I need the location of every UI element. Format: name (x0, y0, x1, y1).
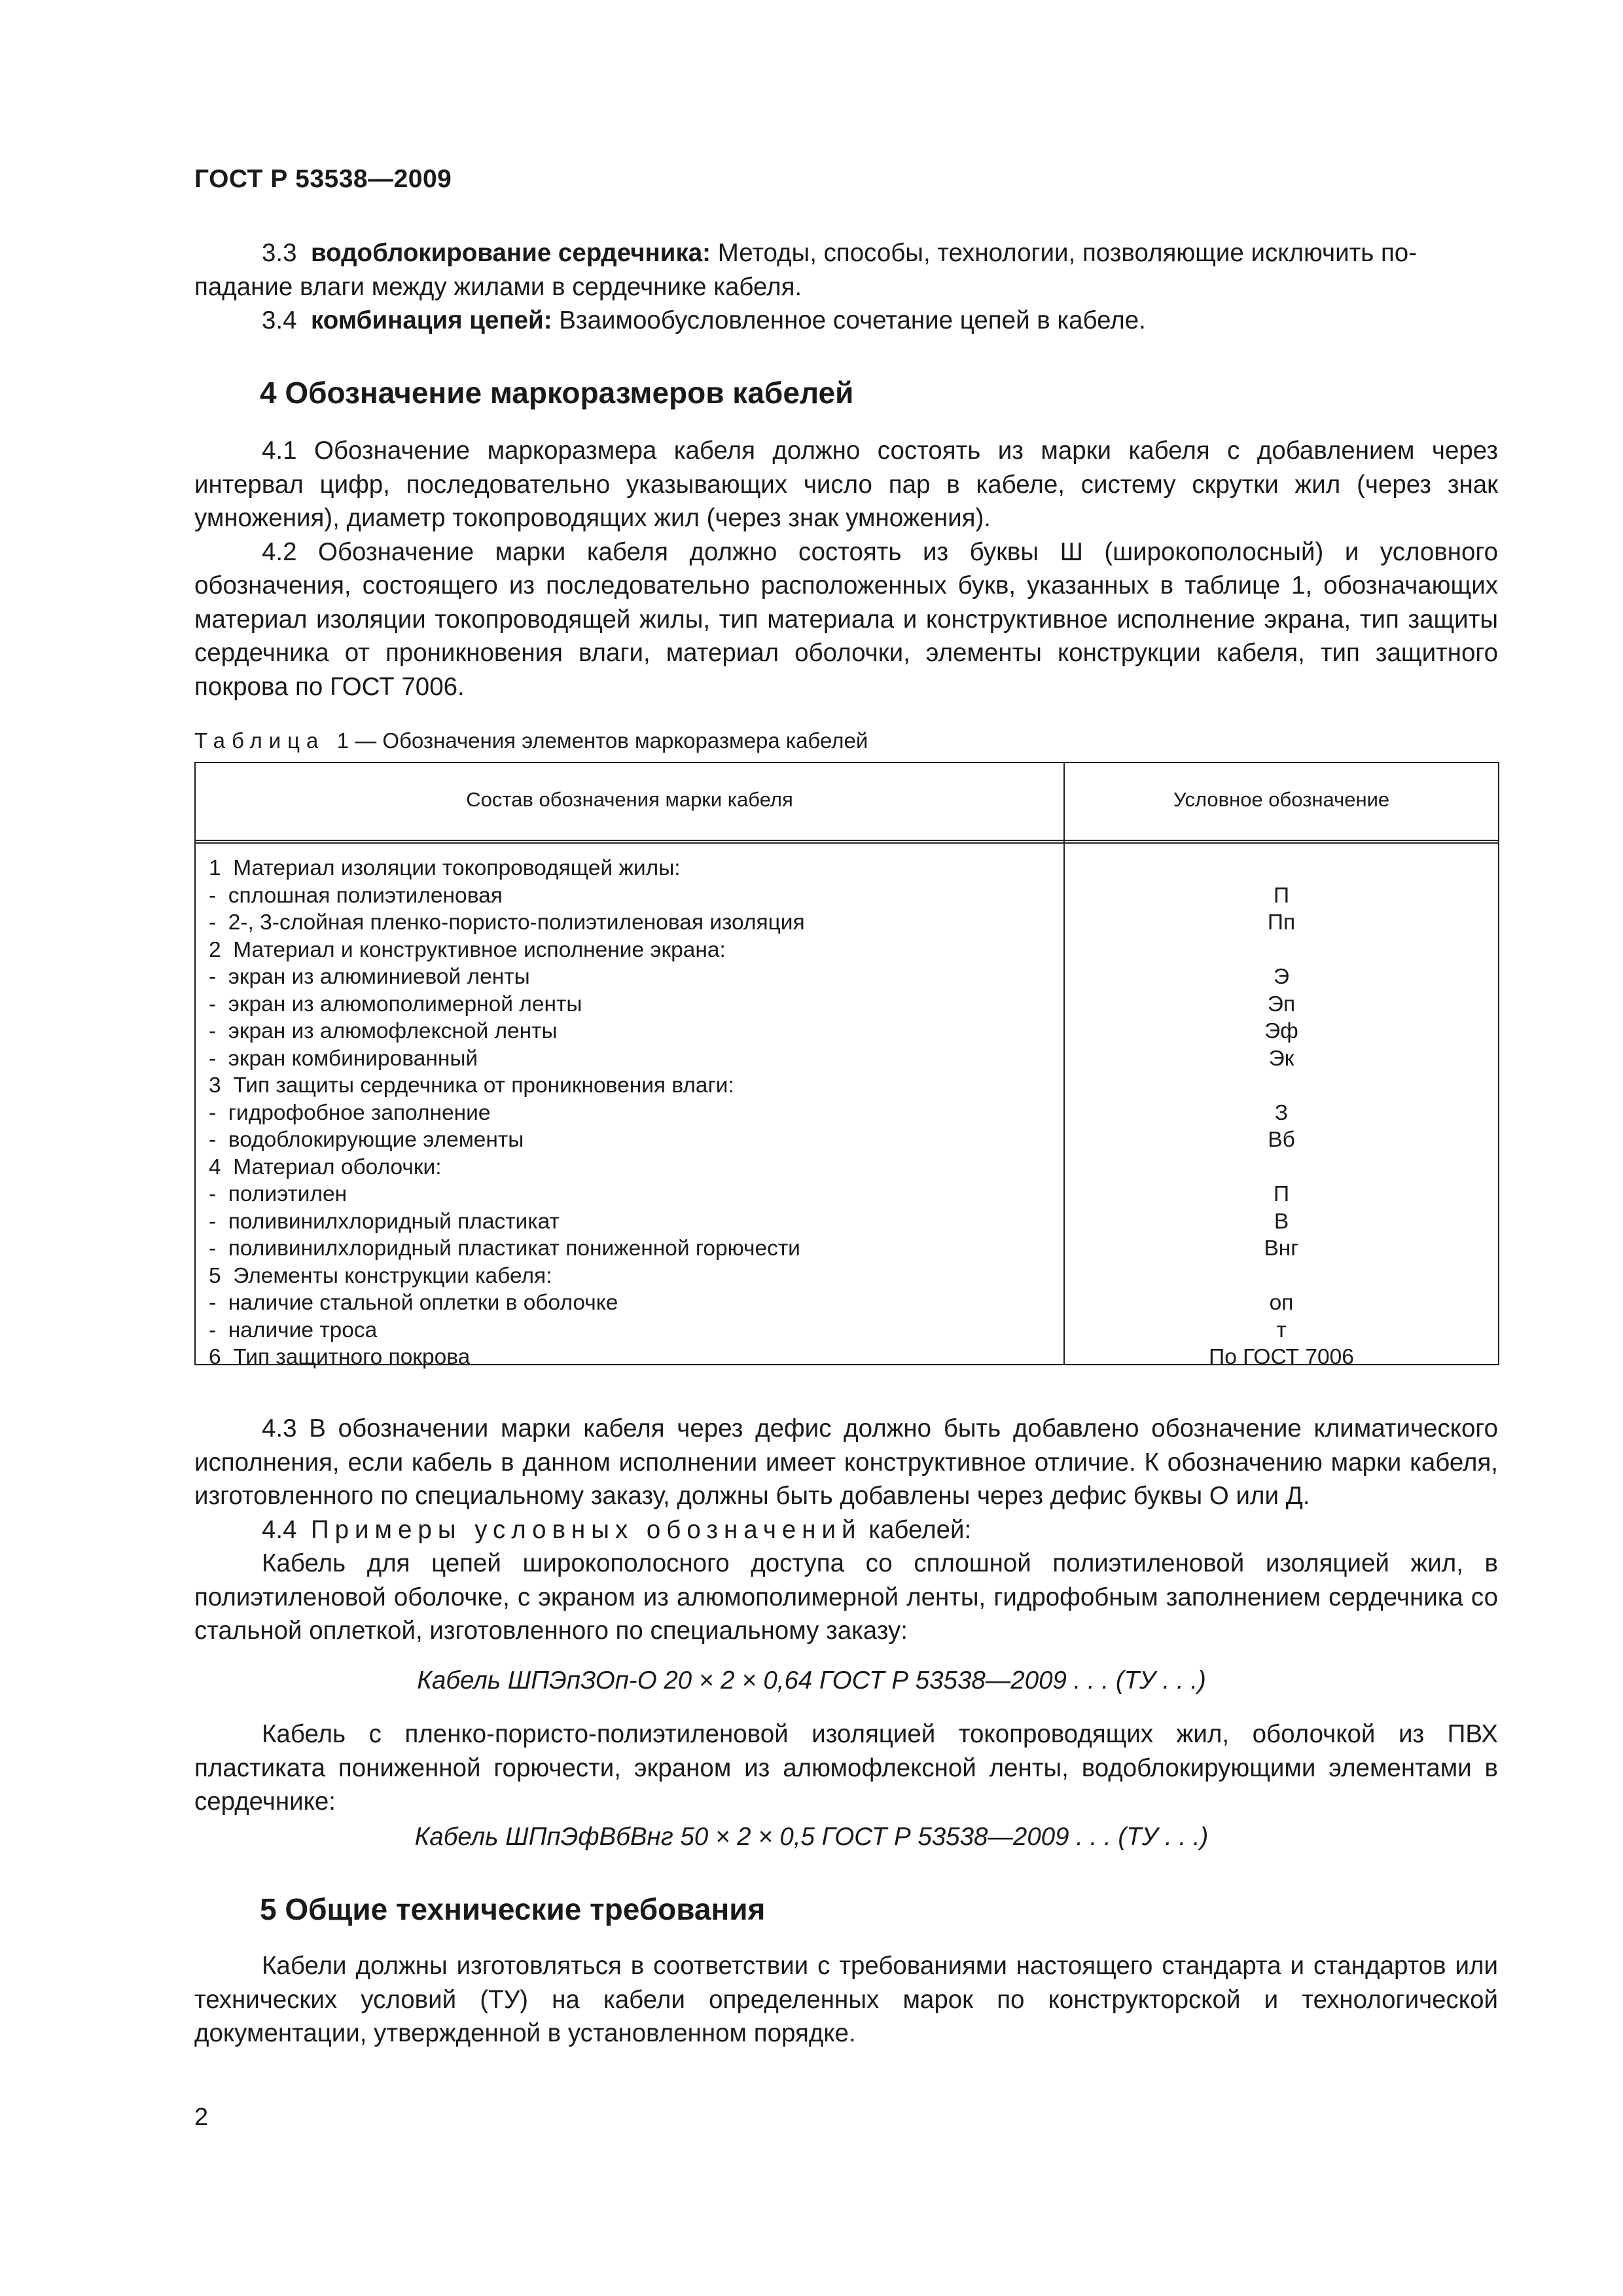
term-3-3: 3.3 водоблокирование сердечника: Методы, способы, технологии, позволяющие исключить по- (262, 239, 1418, 267)
table-row (196, 1100, 1498, 1127)
table-cell-designation: По ГОСТ 7006 (1209, 1345, 1354, 1369)
table-cell-composition: - экран комбинированный (209, 1046, 478, 1071)
table-row (196, 1263, 1498, 1290)
table-cell-designation: т (1276, 1318, 1287, 1342)
table-cell-composition: - наличие троса (209, 1318, 378, 1342)
table-cell-designation: П (1273, 883, 1290, 908)
table-cell-designation: Эк (1268, 1046, 1294, 1071)
example-2-block (194, 1717, 1498, 1819)
table-row (196, 937, 1498, 964)
table-cell-designation: Э (1273, 965, 1290, 989)
table-cell-composition: - водоблокирующие элементы (209, 1128, 524, 1152)
table-row (196, 1208, 1498, 1236)
table-cell-composition: 4 Материал оболочки: (209, 1155, 442, 1179)
table-cell-composition: - поливинилхлоридный пластикат пониженной горючести (209, 1236, 800, 1261)
table-cell-composition: - поливинилхлоридный пластикат (209, 1209, 560, 1234)
table-row (196, 1072, 1498, 1100)
table-cell-designation: З (1274, 1100, 1289, 1125)
table-row (196, 1126, 1498, 1154)
paragraph-4-2: 4.2 Обозначение марки кабеля должно состоять из буквы Ш (широкополосный) и условного обозначения, состоящего из последовательно расположенных букв, указанных в таблице 1, обозначающих материал изоляции токопроводящей жилы, тип материала и конструктивное исполнение экрана, тип защиты сердечника от проникновения влаги, материал оболочки, элементы конструкции кабеля, тип защитного покрова по ГОСТ 7006. (194, 537, 1498, 701)
table-cell-composition: - экран из алюминиевой ленты (209, 965, 530, 989)
table-cell-composition: - гидрофобное заполнение (209, 1100, 491, 1125)
paragraph-4-3: 4.3 В обозначении марки кабеля через дефис должно быть добавлено обозначение климатического исполнения, если кабель в данном исполнении имеет конструктивное отличие. К обозначению марки кабеля, изготовленного по специальному заказу, должны быть добавлены через дефис буквы О или Д. (194, 1414, 1498, 1510)
table-cell-composition: 1 Материал изоляции токопроводящей жилы: (209, 856, 681, 880)
table-1 (194, 762, 1499, 1369)
document-code-header: ГОСТ Р 53538—2009 (194, 165, 452, 193)
paragraph-5: Кабели должны изготовляться в соответствии с требованиями настоящего стандарта и стандартов или технических условий (ТУ) на кабели определенных марок по конструкторской и технологической документации, утвержденной в установленном порядке. (194, 1952, 1498, 2047)
table-cell-designation: Внг (1264, 1236, 1299, 1261)
table-header-divider (196, 840, 1498, 844)
table-row (196, 1181, 1498, 1208)
paragraph-4-1: 4.1 Обозначение маркоразмера кабеля должно состоять из марки кабеля с добавлением через интервал цифр, последовательно указывающих число пар в кабеле, систему скрутки жил (через знак умножения), диаметр токопроводящих жил (через знак умножения). (194, 437, 1498, 532)
section-4-body (194, 434, 1498, 704)
table-1-caption: Таблица 1 — Обозначения элементов маркоразмера кабелей (194, 728, 868, 753)
table-row (196, 1018, 1498, 1045)
table-row (196, 1235, 1498, 1263)
table-cell-designation: оп (1269, 1291, 1294, 1315)
section-5-body (194, 1949, 1498, 2051)
table-cell-designation: Эф (1264, 1019, 1298, 1043)
table-row (196, 1154, 1498, 1181)
paragraph-4-4: 4.4 Примеры условных обозначений кабелей: (262, 1515, 972, 1544)
table-row (196, 1317, 1498, 1344)
table-cell-designation: П (1273, 1182, 1290, 1206)
table-row (196, 855, 1498, 882)
table-cell-designation: Пп (1267, 910, 1296, 935)
table-cell-composition: - экран из алюмополимерной ленты (209, 992, 582, 1016)
table-cell-composition: - полиэтилен (209, 1182, 348, 1206)
table-cell-composition: - сплошная полиэтиленовая (209, 883, 503, 908)
table-cell-composition: - экран из алюмофлексной ленты (209, 1019, 558, 1043)
table-cell-composition: 5 Элементы конструкции кабеля: (209, 1263, 552, 1288)
table-cell-composition: 2 Материал и конструктивное исполнение экрана: (209, 937, 726, 962)
table-header-designation: Условное обозначение (1173, 788, 1390, 811)
table-row (196, 1344, 1498, 1371)
page-number: 2 (194, 2104, 209, 2131)
term-3-3-title: водоблокирование сердечника: (310, 239, 711, 267)
example-1-description: Кабель для цепей широкополосного доступа со сплошной полиэтиленовой изоляцией жил, в полиэтиленовой оболочке, с экраном из алюмополимерной ленты, гидрофобным заполнением сердечника со стальной оплеткой, изготовленного по специальному заказу: (194, 1549, 1498, 1645)
table-row (196, 963, 1498, 991)
section-5-heading: 5 Общие технические требования (260, 1892, 766, 1926)
section-4-continued (194, 1412, 1498, 1648)
section-4-heading: 4 Обозначение маркоразмеров кабелей (260, 376, 854, 410)
term-3-4-title: комбинация цепей: (310, 306, 552, 334)
section-3-terms (194, 236, 1498, 338)
table-cell-designation: Эп (1267, 992, 1296, 1016)
example-2-description: Кабель с пленко-пористо-полиэтиленовой изоляцией токопроводящих жил, оболочкой из ПВХ пластиката пониженной горючести, экраном из алюмофлексной ленты, водоблокирующими элементами в сердечнике: (194, 1720, 1498, 1816)
table-row (196, 909, 1498, 937)
table-header-composition: Состав обозначения марки кабеля (466, 788, 793, 811)
table-cell-composition: 6 Тип защитного покрова (209, 1345, 471, 1369)
table-cell-composition: 3 Тип защиты сердечника от проникновения влаги: (209, 1073, 734, 1098)
table-row (196, 991, 1498, 1018)
term-3-4: 3.4 комбинация цепей: Взаимообусловленное сочетание цепей в кабеле. (262, 306, 1146, 334)
table-row (196, 1045, 1498, 1073)
table-row (196, 1289, 1498, 1317)
example-2-designation: Кабель ШПпЭфВбВнг 50 × 2 × 0,5 ГОСТ Р 53538—2009 . . . (ТУ . . .) (414, 1823, 1209, 1851)
example-1-designation: Кабель ШПЭпЗОп-О 20 × 2 × 0,64 ГОСТ Р 53538—2009 . . . (ТУ . . .) (417, 1666, 1206, 1695)
table-cell-composition: - наличие стальной оплетки в оболочке (209, 1291, 618, 1315)
table-row (196, 882, 1498, 910)
table-cell-composition: - 2-, 3-слойная пленко-пористо-полиэтиленовая изоляция (209, 910, 805, 935)
table-body (196, 855, 1498, 1371)
table-cell-designation: В (1274, 1209, 1289, 1234)
table-cell-designation: Вб (1268, 1128, 1295, 1152)
term-3-3-line2: падание влаги между жилами в сердечнике кабеля. (194, 272, 802, 301)
